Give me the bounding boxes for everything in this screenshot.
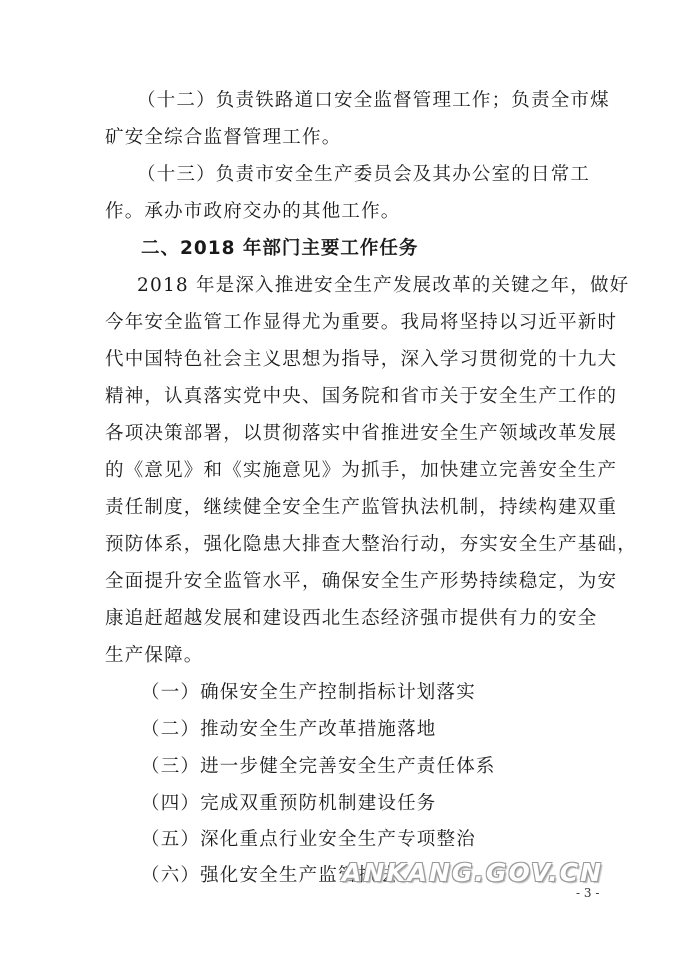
list-item: （四）完成双重预防机制建设任务: [141, 793, 437, 814]
text-line: 精神，认真落实党中央、国务院和省市关于安全生产工作的: [105, 386, 618, 407]
list-item: （一）确保安全生产控制指标计划落实: [141, 682, 476, 703]
site-watermark: ANKANG.GOV.CN: [342, 858, 604, 887]
text-line: 全面提升安全监管水平，确保安全生产形势持续稳定，为安: [105, 571, 618, 592]
list-item: （五）深化重点行业安全生产专项整治: [141, 829, 476, 850]
text-line: 生产保障。: [105, 645, 204, 666]
list-item: （二）推动安全生产改革措施落地: [141, 719, 437, 740]
text-line: 责任制度，继续健全安全生产监管执法机制，持续构建双重: [105, 497, 618, 518]
text-line: 代中国特色社会主义思想为指导，深入学习贯彻党的十九大: [105, 349, 618, 370]
text-line: 康追赶超越发展和建设西北生态经济强市提供有力的安全: [105, 608, 598, 629]
text-line: 今年安全监管工作显得尤为重要。我局将坚持以习近平新时: [105, 312, 618, 333]
text-line: 预防体系，强化隐患大排查大整治行动，夯实安全生产基础，: [105, 534, 637, 555]
section-heading: 二、2018 年部门主要工作任务: [141, 238, 419, 259]
text-line: 作。承办市政府交办的其他工作。: [105, 201, 401, 222]
list-item: （六）强化安全生产监管执法: [141, 865, 398, 886]
list-item: （三）进一步健全完善安全生产责任体系: [141, 756, 496, 777]
text-line: （十三）负责市安全生产委员会及其办公室的日常工: [137, 164, 591, 185]
text-line: （十二）负责铁路道口安全监督管理工作；负责全市煤: [137, 90, 610, 111]
page-number: - 3 -: [576, 886, 600, 900]
text-line: 矿安全综合监督管理工作。: [105, 127, 342, 148]
text-line: 各项决策部署，以贯彻落实中省推进安全生产领域改革发展: [105, 423, 618, 444]
text-line: 的《意见》和《实施意见》为抓手，加快建立完善安全生产: [105, 460, 618, 481]
text-line: 2018 年是深入推进安全生产发展改革的关键之年，做好: [137, 275, 630, 296]
